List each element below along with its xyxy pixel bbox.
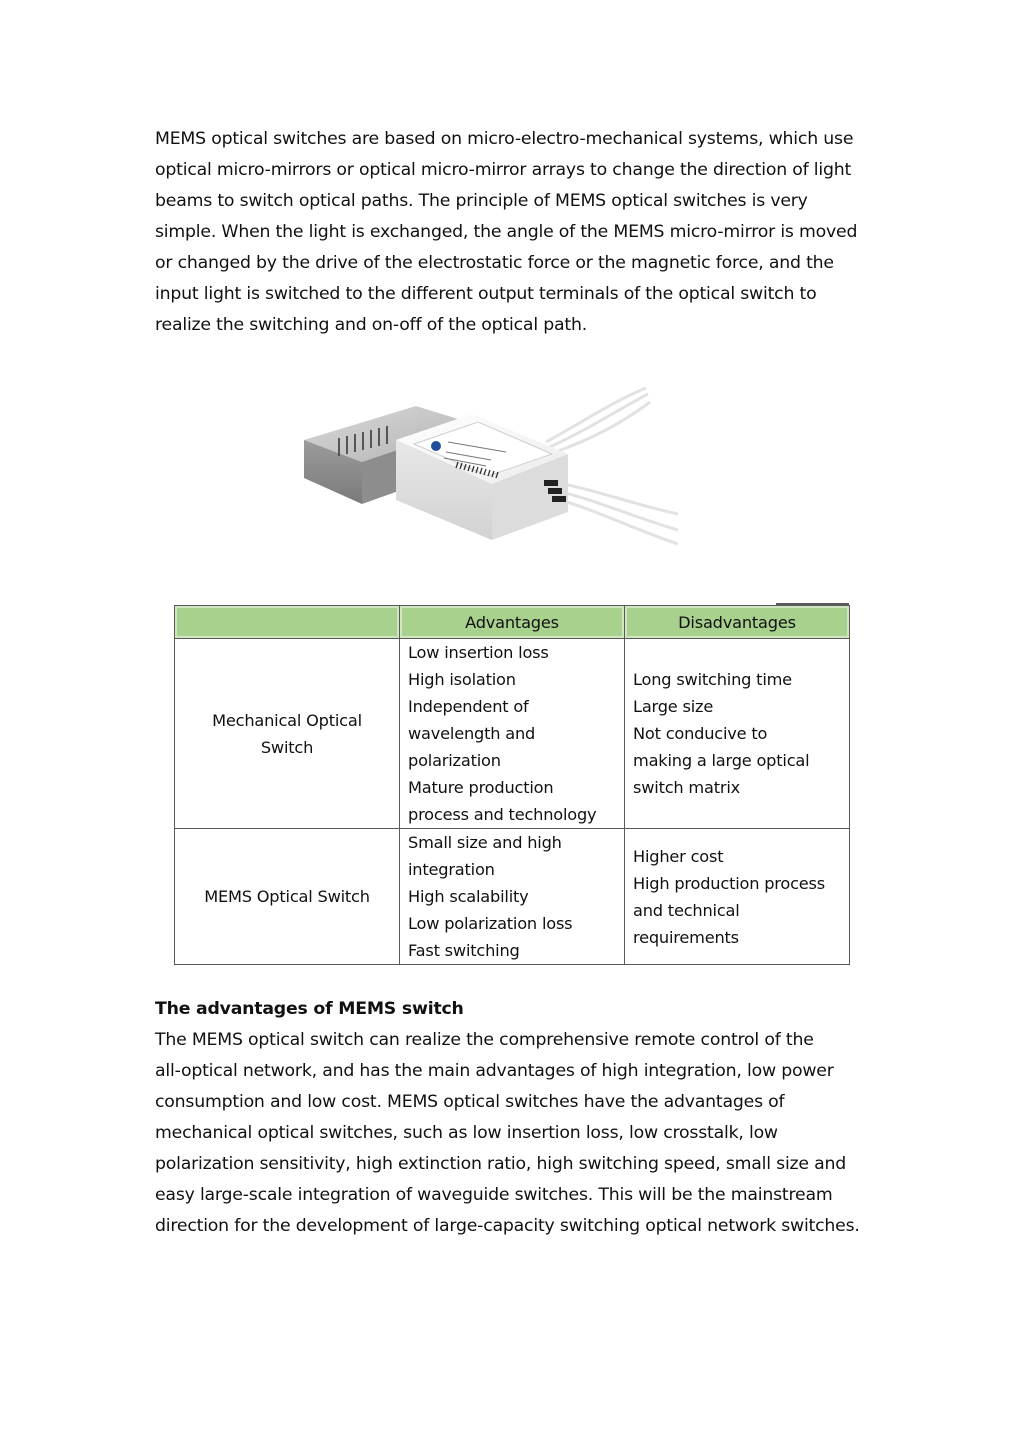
section-heading: The advantages of MEMS switch (155, 999, 464, 1019)
comparison-table (174, 605, 850, 965)
row-name-line: Mechanical Optical (212, 710, 362, 730)
intro-paragraph (155, 124, 875, 341)
advantage-item: Low polarization loss (408, 914, 573, 933)
advantages-paragraph (155, 1025, 875, 1242)
intro-line: input light is switched to the different output terminals of the optical switch to (155, 284, 817, 304)
advantage-item: Fast switching (408, 941, 520, 960)
disadvantage-item: and technical (633, 900, 740, 920)
row-name-line: MEMS Optical Switch (204, 887, 370, 906)
intro-line: beams to switch optical paths. The principle of MEMS optical switches is very (155, 191, 808, 211)
advantages-line: mechanical optical switches, such as low insertion loss, low crosstalk, low (155, 1123, 778, 1143)
disadvantage-item: requirements (633, 927, 739, 947)
white-module (396, 414, 568, 540)
advantages-line: all-optical network, and has the main advantages of high integration, low power (155, 1061, 834, 1081)
intro-line: MEMS optical switches are based on micro-electro-mechanical systems, which use (155, 129, 854, 149)
disadvantage-item: Not conducive to (633, 724, 768, 743)
advantage-item: Independent of (408, 697, 529, 716)
advantage-item: process and technology (408, 805, 597, 824)
header-cell-disadvantages: Disadvantages (625, 606, 850, 639)
table-row-mechanical (175, 639, 850, 829)
advantages-line: The MEMS optical switch can realize the comprehensive remote control of the (155, 1030, 814, 1050)
disadvantage-item: Long switching time (633, 670, 792, 689)
advantage-item: Mature production (408, 778, 554, 797)
advantage-item: wavelength and (408, 724, 536, 743)
advantage-item: High scalability (408, 887, 529, 906)
mems-switch-module-photo (296, 380, 686, 550)
advantage-item: Low insertion loss (408, 643, 549, 662)
header-cell-advantages: Advantages (400, 606, 625, 639)
disadvantage-item: making a large optical (633, 751, 810, 770)
header-cell-empty (175, 606, 400, 639)
disadvantages-cell-mechanical (625, 639, 850, 829)
table-row-mems (175, 829, 850, 965)
intro-line: realize the switching and on-off of the optical path. (155, 315, 587, 335)
disadvantages-cell-mems (625, 829, 850, 965)
advantages-line: polarization sensitivity, high extinction ratio, high switching speed, small size and (155, 1154, 847, 1174)
table-header-row (175, 606, 850, 639)
advantages-cell-mechanical (400, 639, 625, 829)
intro-line: or changed by the drive of the electrostatic force or the magnetic force, and the (155, 253, 834, 273)
intro-line: optical micro-mirrors or optical micro-mirror arrays to change the direction of light (155, 160, 852, 180)
disadvantage-item: Higher cost (633, 846, 724, 866)
advantage-item: Small size and high (408, 833, 562, 852)
advantage-item: integration (408, 860, 495, 879)
disadvantage-item: High production process (633, 873, 826, 893)
disadvantage-item: Large size (633, 697, 714, 716)
row-name-mems (175, 829, 400, 965)
row-name-line: Switch (260, 737, 314, 757)
intro-line: simple. When the light is exchanged, the angle of the MEMS micro-mirror is moved (155, 222, 858, 242)
advantages-line: consumption and low cost. MEMS optical switches have the advantages of (155, 1092, 785, 1112)
advantage-item: polarization (408, 751, 501, 770)
advantage-item: High isolation (408, 670, 516, 689)
advantages-cell-mems (400, 829, 625, 965)
disadvantage-item: switch matrix (633, 778, 740, 797)
advantages-line: easy large-scale integration of waveguide switches. This will be the mainstream (155, 1185, 833, 1205)
row-name-mechanical (175, 639, 400, 829)
advantages-line: direction for the development of large-capacity switching optical network switches. (155, 1216, 860, 1236)
